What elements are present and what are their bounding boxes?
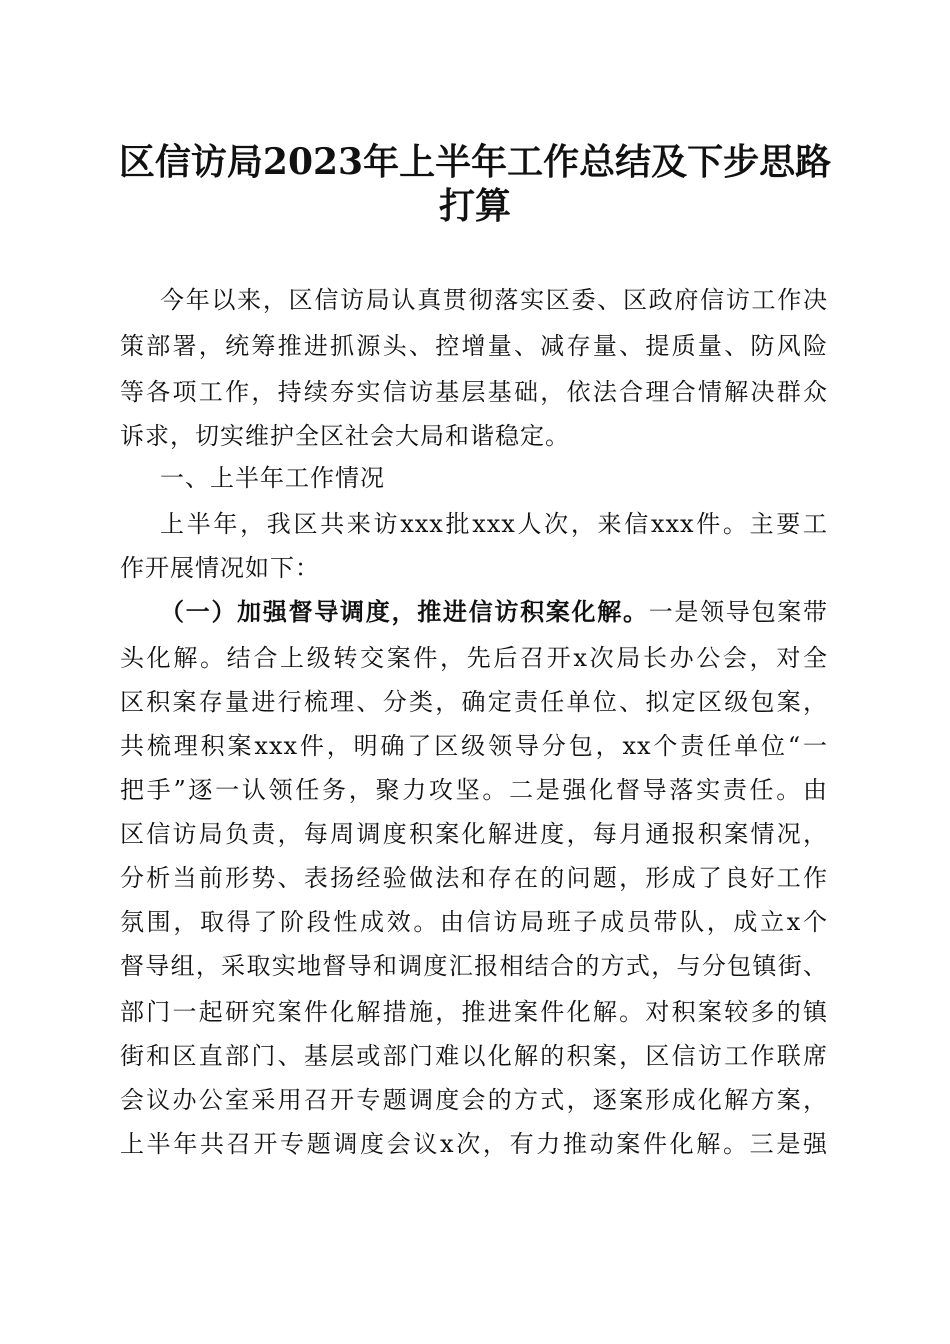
body-line: 区信访局负责，每周调度积案化解进度，每月通报积案情况， — [120, 820, 828, 848]
section-heading: 一、上半年工作情况 — [160, 464, 385, 492]
body-line: 会议办公室采用召开专题调度会的方式，逐案形成化解方案， — [120, 1086, 828, 1114]
subsection-first-line — [160, 596, 828, 628]
intro-line: 等各项工作，持续夯实信访基层基础，依法合理合情解决群众 — [120, 378, 828, 406]
section-intro-line: 作开展情况如下： — [120, 554, 320, 582]
body-line: 共梳理积案xxx件，明确了区级领导分包，xx个责任单位“一 — [120, 732, 828, 760]
body-line: 头化解。结合上级转交案件，先后召开x次局长办公会，对全 — [120, 644, 828, 672]
intro-line: 策部署，统筹推进抓源头、控增量、减存量、提质量、防风险 — [120, 332, 828, 360]
body-line: 街和区直部门、基层或部门难以化解的积案，区信访工作联席 — [120, 1042, 828, 1070]
body-line: 氛围，取得了阶段性成效。由信访局班子成员带队，成立x个 — [120, 908, 828, 936]
body-line: 区积案存量进行梳理、分类，确定责任单位、拟定区级包案， — [120, 688, 828, 716]
body-line: 上半年共召开专题调度会议x次，有力推动案件化解。三是强 — [120, 1130, 828, 1158]
subsection-heading: （一）加强督导调度，推进信访积案化解。 — [160, 597, 649, 626]
body-line: 把手”逐一认领任务，聚力攻坚。二是强化督导落实责任。由 — [120, 776, 828, 804]
section-intro-line: 上半年，我区共来访xxx批xxx人次，来信xxx件。主要工 — [160, 510, 828, 538]
intro-line: 今年以来，区信访局认真贯彻落实区委、区政府信访工作决 — [160, 286, 828, 314]
document-title-line-2: 打算 — [438, 185, 511, 227]
body-line: 分析当前形势、表扬经验做法和存在的问题，形成了良好工作 — [120, 864, 828, 892]
document-title-line-1: 区信访局2023年上半年工作总结及下步思路 — [118, 141, 832, 183]
body-line: 督导组，采取实地督导和调度汇报相结合的方式，与分包镇街、 — [120, 952, 828, 980]
body-text: 一是领导包案带 — [648, 598, 829, 626]
body-line: 部门一起研究案件化解措施，推进案件化解。对积案较多的镇 — [120, 998, 828, 1026]
intro-line: 诉求，切实维护全区社会大局和谐稳定。 — [120, 422, 570, 450]
